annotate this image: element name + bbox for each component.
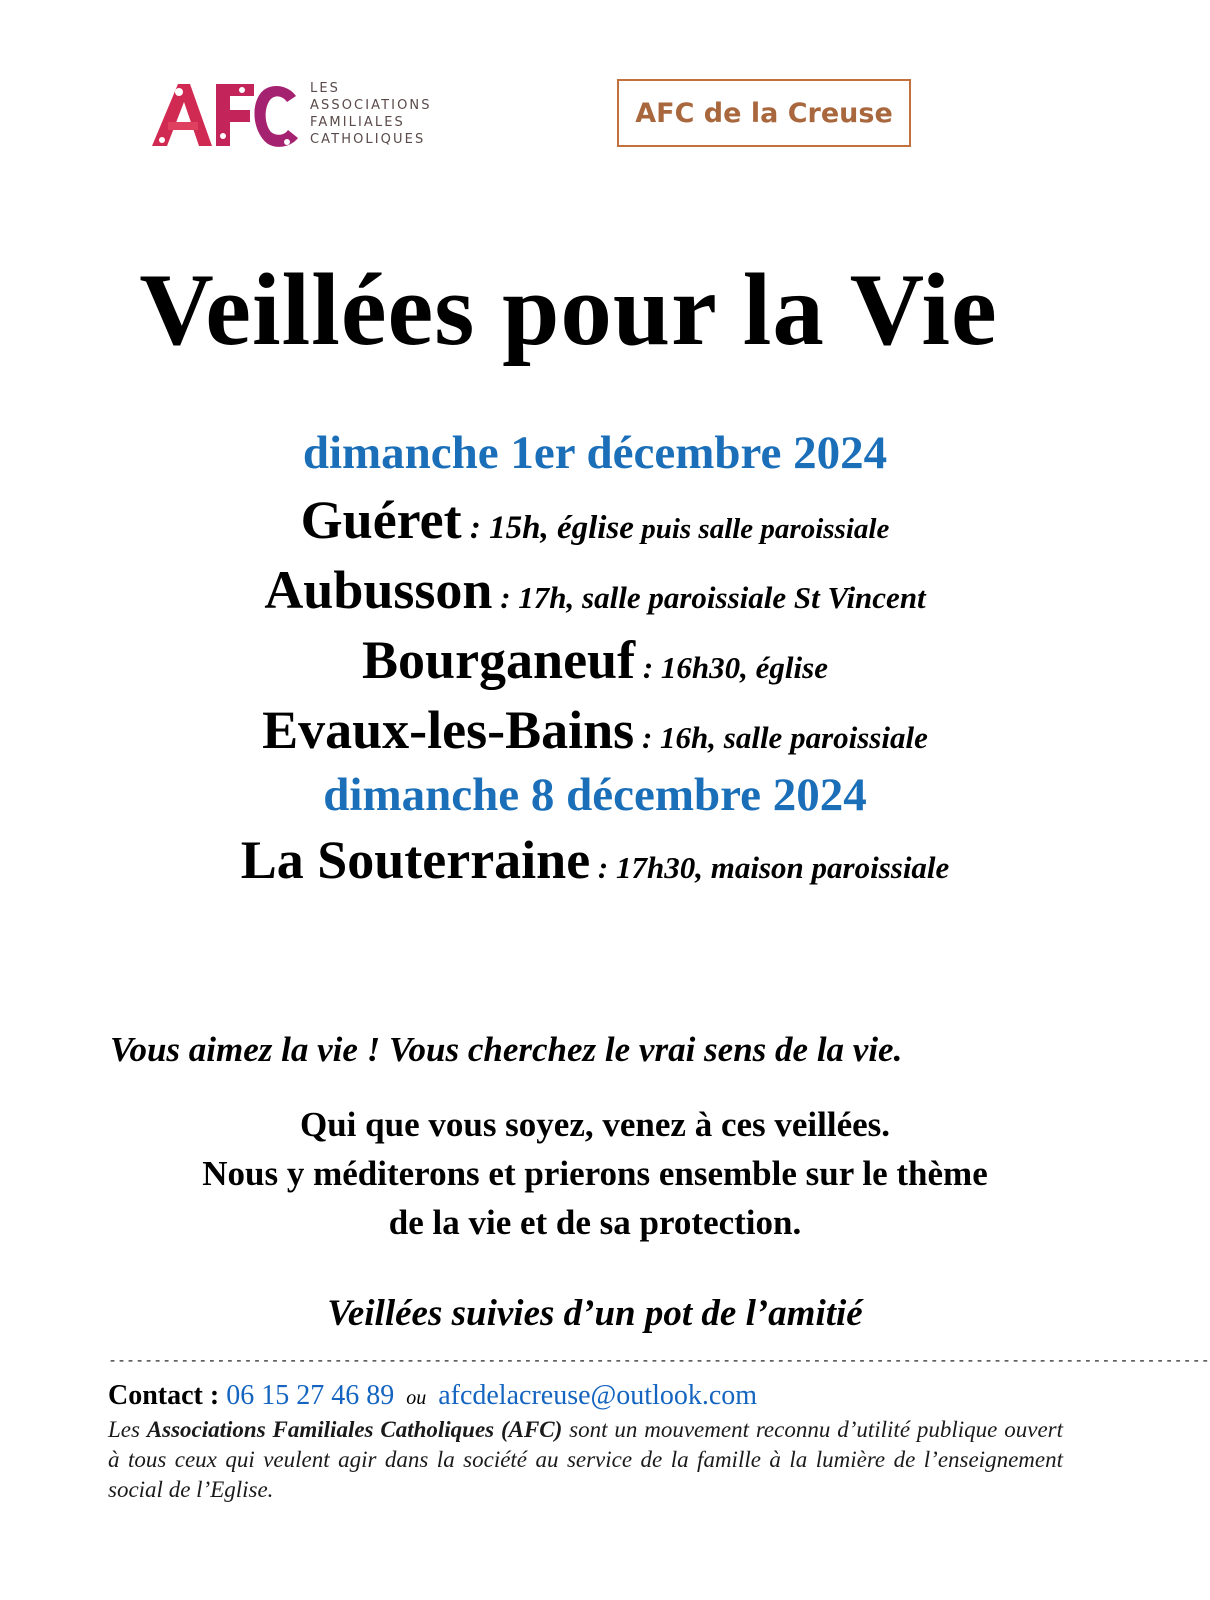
pot-amitie-line: Veillées suivies d’un pot de l’amitié bbox=[327, 1293, 863, 1334]
venue-la-souterraine bbox=[0, 830, 1190, 904]
afc-creuse-label: AFC de la Creuse bbox=[635, 97, 893, 129]
footer-pre: Les bbox=[108, 1417, 147, 1442]
venue-city: Evaux-les-Bains bbox=[262, 700, 635, 760]
invitation-text bbox=[0, 1100, 1190, 1247]
afc-creuse-box bbox=[617, 79, 911, 147]
footer-post: sont un mouvement reconnu d’utilité publique ouvert à tous ceux qui veulent agir dans la société au service de la famille à la lumière de l’enseignement social de l’Eglise. bbox=[108, 1417, 1063, 1502]
contact-email[interactable]: afcdelacreuse@outlook.com bbox=[438, 1380, 758, 1411]
contact-line bbox=[108, 1378, 757, 1416]
venue-city: Aubusson bbox=[264, 560, 493, 620]
contact-label bbox=[108, 1380, 226, 1411]
footer-org: Associations Familiales Catholiques (AFC) bbox=[146, 1417, 563, 1442]
contact-or: ou bbox=[406, 1387, 427, 1409]
venue-detail: : 16h, salle paroissiale bbox=[634, 720, 928, 755]
quote-line: Vous aimez la vie ! Vous cherchez le vrai sens de la vie. bbox=[110, 1030, 903, 1069]
venue-detail-extra: puis salle paroissiale bbox=[633, 513, 890, 545]
venue-detail: : 17h, salle paroissiale St Vincent bbox=[492, 580, 926, 615]
contact-phone[interactable]: 06 15 27 46 89 bbox=[226, 1380, 395, 1411]
logo-line: ASSOCIATIONS bbox=[310, 98, 432, 113]
contact-label-text: Contact : bbox=[108, 1380, 227, 1411]
venue-city: La Souterraine bbox=[240, 830, 591, 890]
venue-aubusson bbox=[0, 560, 1190, 634]
venue-detail: : 15h, église bbox=[461, 510, 634, 546]
venue-city: Bourganeuf bbox=[362, 630, 636, 690]
invitation-line: de la vie et de sa protection. bbox=[388, 1203, 802, 1242]
afc-logo bbox=[150, 78, 450, 153]
venue-gueret bbox=[0, 490, 1190, 564]
venue-city: Guéret bbox=[300, 490, 462, 550]
date-heading-2: dimanche 8 décembre 2024 bbox=[323, 769, 867, 821]
logo-line: CATHOLIQUES bbox=[310, 132, 426, 147]
dashed-divider: -------------------------------------------------------------------------------------------------------------------------- bbox=[108, 1351, 1210, 1369]
venue-detail: : 16h30, église bbox=[635, 650, 828, 685]
invitation-line: Qui que vous soyez, venez à ces veillées. bbox=[299, 1105, 891, 1144]
footer-description bbox=[108, 1415, 1063, 1505]
date-heading-1: dimanche 1er décembre 2024 bbox=[302, 427, 888, 479]
page-title: Veillées pour la Vie bbox=[139, 253, 998, 367]
invitation-line: Nous y méditerons et prierons ensemble sur le thème bbox=[202, 1154, 988, 1193]
logo-wordmark bbox=[310, 80, 432, 148]
logo-line: FAMILIALES bbox=[310, 115, 405, 130]
venue-evaux bbox=[0, 700, 1190, 774]
logo-line: LES bbox=[310, 81, 341, 96]
venue-detail: : 17h30, maison paroissiale bbox=[590, 850, 950, 885]
afc-logo-mark bbox=[150, 78, 302, 153]
venue-bourganeuf bbox=[0, 630, 1190, 704]
